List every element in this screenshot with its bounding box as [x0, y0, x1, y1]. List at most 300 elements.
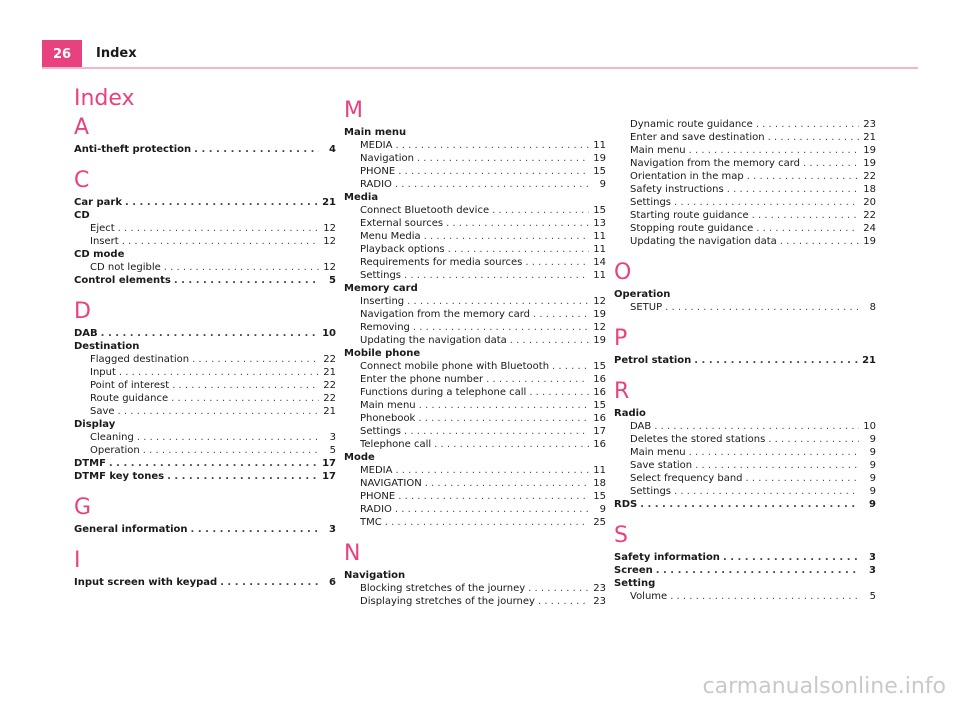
entry-label: Save — [90, 406, 115, 417]
dot-leader — [552, 360, 589, 373]
entry-label: Phonebook — [360, 413, 416, 424]
index-subentry[interactable] — [344, 490, 606, 503]
index-subentry[interactable] — [614, 235, 876, 248]
index-subentry[interactable] — [614, 433, 876, 446]
entry-page-number: 13 — [593, 218, 606, 229]
entry-label: Settings — [630, 197, 672, 208]
entry-page-number: 16 — [593, 413, 606, 424]
entry-label: CD mode — [74, 249, 125, 260]
entry-page-number: 23 — [863, 119, 876, 130]
index-entry[interactable] — [74, 327, 336, 340]
index-entry[interactable] — [344, 347, 606, 360]
index-subentry[interactable] — [344, 308, 606, 321]
dot-leader — [538, 595, 589, 608]
index-entry[interactable] — [74, 457, 336, 470]
entry-page-number: 22 — [323, 393, 336, 404]
page-title: Index — [74, 86, 135, 111]
entry-page-number: 16 — [593, 387, 606, 398]
index-entry[interactable] — [614, 577, 876, 590]
entry-label: Memory card — [344, 283, 418, 294]
entry-label: DTMF — [74, 458, 106, 469]
index-subentry[interactable] — [74, 379, 336, 392]
entry-page-number: 24 — [863, 223, 876, 234]
dot-leader — [413, 321, 589, 334]
dot-leader — [395, 464, 589, 477]
dot-leader — [768, 131, 859, 144]
entry-label: CD — [74, 210, 90, 221]
entry-label: Functions during a telephone call — [360, 387, 527, 398]
dot-leader — [404, 269, 589, 282]
header-divider — [42, 67, 918, 69]
dot-leader — [780, 235, 859, 248]
entry-label: DAB — [74, 328, 98, 339]
entry-page-number: 17 — [322, 458, 336, 469]
entry-label: Display — [74, 419, 116, 430]
index-subentry[interactable] — [614, 590, 876, 603]
entry-page-number: 20 — [863, 197, 876, 208]
index-subentry[interactable] — [344, 412, 606, 425]
index-subentry[interactable] — [74, 235, 336, 248]
dot-leader — [407, 295, 589, 308]
index-subentry[interactable] — [614, 183, 876, 196]
index-column-1 — [74, 113, 336, 589]
entry-label: Cleaning — [90, 432, 134, 443]
index-subentry[interactable] — [344, 503, 606, 516]
index-subentry[interactable] — [344, 334, 606, 347]
entry-label: Connect mobile phone with Bluetooth — [360, 361, 550, 372]
dot-leader — [756, 118, 859, 131]
entry-label: NAVIGATION — [360, 478, 422, 489]
entry-page-number: 10 — [863, 421, 876, 432]
entry-label: Main menu — [630, 145, 686, 156]
entry-page-number: 5 — [329, 275, 336, 286]
dot-leader — [448, 243, 589, 256]
entry-page-number: 19 — [593, 153, 606, 164]
index-entry[interactable] — [614, 407, 876, 420]
index-subentry[interactable] — [74, 353, 336, 366]
entry-page-number: 12 — [323, 262, 336, 273]
entry-page-number: 9 — [869, 473, 876, 484]
dot-leader — [492, 204, 589, 217]
index-subentry[interactable] — [344, 204, 606, 217]
entry-label: Orientation in the map — [630, 171, 744, 182]
entry-label: Route guidance — [90, 393, 169, 404]
entry-label: Operation — [90, 445, 140, 456]
index-subentry[interactable] — [344, 165, 606, 178]
entry-page-number: 14 — [593, 257, 606, 268]
dot-leader — [434, 438, 589, 451]
entry-page-number: 19 — [863, 145, 876, 156]
entry-label: Blocking stretches of the journey — [360, 583, 526, 594]
dot-leader — [756, 222, 859, 235]
entry-page-number: 19 — [863, 158, 876, 169]
entry-label: Menu Media — [360, 231, 421, 242]
dot-leader — [398, 490, 589, 503]
index-subentry[interactable] — [344, 399, 606, 412]
dot-leader — [640, 498, 859, 511]
dot-leader — [143, 444, 319, 457]
entry-page-number: 18 — [593, 478, 606, 489]
entry-page-number: 25 — [593, 517, 606, 528]
index-entry[interactable] — [344, 451, 606, 464]
index-entry[interactable] — [344, 569, 606, 582]
entry-label: DTMF key tones — [74, 471, 165, 482]
dot-leader — [528, 582, 589, 595]
index-entry[interactable] — [74, 196, 336, 209]
index-subentry[interactable] — [344, 321, 606, 334]
entry-page-number: 15 — [593, 205, 606, 216]
entry-label: Input — [90, 367, 116, 378]
index-subentry[interactable] — [344, 516, 606, 529]
index-subentry[interactable] — [614, 459, 876, 472]
entry-label: Removing — [360, 322, 410, 333]
index-entry[interactable] — [344, 191, 606, 204]
dot-leader — [654, 420, 859, 433]
entry-label: Mobile phone — [344, 348, 421, 359]
section-letter: D — [74, 299, 91, 324]
dot-leader — [674, 485, 859, 498]
entry-label: CD not legible — [90, 262, 161, 273]
entry-page-number: 15 — [593, 166, 606, 177]
index-subentry[interactable] — [344, 230, 606, 243]
page-number-badge: 26 — [42, 40, 82, 68]
entry-page-number: 9 — [599, 179, 606, 190]
index-subentry[interactable] — [344, 582, 606, 595]
dot-leader — [670, 590, 859, 603]
index-subentry[interactable] — [614, 157, 876, 170]
index-subentry[interactable] — [344, 243, 606, 256]
index-subentry[interactable] — [344, 217, 606, 230]
dot-leader — [446, 217, 589, 230]
index-entry[interactable] — [344, 282, 606, 295]
entry-label: RADIO — [360, 179, 392, 190]
entry-label: Flagged destination — [90, 354, 190, 365]
entry-page-number: 11 — [593, 140, 606, 151]
entry-label: RDS — [614, 499, 638, 510]
entry-page-number: 12 — [593, 322, 606, 333]
entry-page-number: 15 — [593, 361, 606, 372]
entry-label: Starting route guidance — [630, 210, 749, 221]
index-subentry[interactable] — [344, 152, 606, 165]
entry-page-number: 23 — [593, 596, 606, 607]
dot-leader — [125, 196, 319, 209]
section-letter: N — [344, 541, 361, 566]
section-letter: A — [74, 115, 90, 140]
entry-page-number: 16 — [593, 439, 606, 450]
dot-leader — [164, 261, 319, 274]
index-subentry[interactable] — [344, 425, 606, 438]
index-subentry[interactable] — [74, 366, 336, 379]
entry-page-number: 5 — [329, 445, 336, 456]
entry-label: Dynamic route guidance — [630, 119, 753, 130]
entry-label: Playback options — [360, 244, 445, 255]
dot-leader — [533, 308, 589, 321]
entry-page-number: 17 — [593, 426, 606, 437]
dot-leader — [101, 327, 319, 340]
entry-label: Anti-theft protection — [74, 144, 192, 155]
index-entry[interactable] — [74, 248, 336, 261]
index-subentry[interactable] — [344, 595, 606, 608]
index-subentry[interactable] — [344, 295, 606, 308]
entry-label: Control elements — [74, 275, 171, 286]
index-subentry[interactable] — [74, 261, 336, 274]
dot-leader — [418, 412, 589, 425]
dot-leader — [191, 523, 319, 536]
index-subentry[interactable] — [614, 485, 876, 498]
dot-leader — [194, 143, 319, 156]
index-subentry[interactable] — [74, 222, 336, 235]
entry-page-number: 18 — [863, 184, 876, 195]
entry-label: Destination — [74, 341, 140, 352]
entry-label: Enter the phone number — [360, 374, 484, 385]
index-entry[interactable] — [614, 551, 876, 564]
entry-label: Inserting — [360, 296, 405, 307]
index-entry[interactable] — [614, 564, 876, 577]
entry-page-number: 22 — [863, 171, 876, 182]
dot-leader — [665, 301, 859, 314]
index-subentry[interactable] — [344, 373, 606, 386]
entry-label: Safety instructions — [630, 184, 724, 195]
dot-leader — [395, 139, 589, 152]
dot-leader — [119, 366, 319, 379]
entry-page-number: 11 — [593, 270, 606, 281]
index-entry[interactable] — [74, 209, 336, 222]
entry-label: Updating the navigation data — [630, 236, 777, 247]
dot-leader — [109, 457, 319, 470]
entry-page-number: 22 — [323, 380, 336, 391]
dot-leader — [694, 354, 859, 367]
entry-page-number: 10 — [322, 328, 336, 339]
dot-leader — [425, 477, 589, 490]
index-subentry[interactable] — [344, 360, 606, 373]
entry-label: Volume — [630, 591, 668, 602]
dot-leader — [510, 334, 589, 347]
entry-page-number: 9 — [869, 447, 876, 458]
index-subentry[interactable] — [344, 438, 606, 451]
entry-page-number: 15 — [593, 400, 606, 411]
index-subentry[interactable] — [344, 256, 606, 269]
dot-leader — [525, 256, 589, 269]
dot-leader — [424, 230, 589, 243]
index-entry[interactable] — [614, 354, 876, 367]
entry-page-number: 9 — [599, 504, 606, 515]
index-subentry[interactable] — [344, 139, 606, 152]
dot-leader — [656, 564, 859, 577]
entry-page-number: 16 — [593, 374, 606, 385]
index-subentry[interactable] — [344, 477, 606, 490]
index-subentry[interactable] — [344, 464, 606, 477]
dot-leader — [385, 516, 589, 529]
entry-label: Screen — [614, 565, 653, 576]
dot-leader — [220, 576, 319, 589]
entry-page-number: 11 — [593, 231, 606, 242]
index-subentry[interactable] — [614, 144, 876, 157]
entry-label: Navigation from the memory card — [360, 309, 531, 320]
dot-leader — [689, 144, 859, 157]
index-entry[interactable] — [74, 523, 336, 536]
dot-leader — [419, 399, 589, 412]
entry-page-number: 9 — [869, 460, 876, 471]
entry-label: Setting — [614, 578, 656, 589]
index-subentry[interactable] — [614, 446, 876, 459]
index-subentry[interactable] — [344, 269, 606, 282]
entry-page-number: 3 — [329, 524, 336, 535]
entry-label: Car park — [74, 197, 122, 208]
dot-leader — [752, 209, 859, 222]
index-subentry[interactable] — [74, 444, 336, 457]
section-letter: G — [74, 495, 92, 520]
index-entry[interactable] — [614, 498, 876, 511]
entry-label: MEDIA — [360, 140, 393, 151]
entry-label: Stopping route guidance — [630, 223, 754, 234]
entry-label: PHONE — [360, 491, 396, 502]
entry-page-number: 6 — [329, 577, 336, 588]
entry-page-number: 21 — [322, 197, 336, 208]
dot-leader — [171, 392, 319, 405]
entry-page-number: 3 — [869, 565, 876, 576]
entry-page-number: 12 — [323, 223, 336, 234]
entry-label: Save station — [630, 460, 693, 471]
index-entry[interactable] — [74, 470, 336, 483]
entry-page-number: 5 — [869, 591, 876, 602]
entry-label: Operation — [614, 289, 671, 300]
section-letter: R — [614, 379, 630, 404]
section-letter: P — [614, 326, 628, 351]
index-column-2 — [344, 96, 606, 608]
entry-page-number: 19 — [593, 335, 606, 346]
index-subentry[interactable] — [614, 170, 876, 183]
entry-page-number: 4 — [329, 144, 336, 155]
entry-page-number: 9 — [869, 434, 876, 445]
index-subentry[interactable] — [614, 472, 876, 485]
dot-leader — [723, 551, 859, 564]
header-title: Index — [96, 46, 137, 61]
entry-label: Connect Bluetooth device — [360, 205, 490, 216]
index-subentry[interactable] — [614, 196, 876, 209]
entry-label: Media — [344, 192, 379, 203]
index-subentry[interactable] — [614, 131, 876, 144]
dot-leader — [674, 196, 859, 209]
dot-leader — [395, 503, 589, 516]
entry-page-number: 12 — [323, 236, 336, 247]
entry-page-number: 8 — [869, 302, 876, 313]
index-entry[interactable] — [344, 126, 606, 139]
index-entry[interactable] — [74, 143, 336, 156]
entry-label: Select frequency band — [630, 473, 743, 484]
entry-page-number: 21 — [323, 367, 336, 378]
dot-leader — [122, 235, 319, 248]
entry-label: Main menu — [630, 447, 686, 458]
dot-leader — [689, 446, 859, 459]
index-subentry[interactable] — [614, 420, 876, 433]
entry-label: Petrol station — [614, 355, 692, 366]
dot-leader — [727, 183, 859, 196]
entry-page-number: 12 — [593, 296, 606, 307]
index-subentry[interactable] — [344, 386, 606, 399]
entry-label: Navigation — [344, 570, 406, 581]
entry-page-number: 3 — [329, 432, 336, 443]
entry-page-number: 19 — [863, 236, 876, 247]
entry-label: Radio — [614, 408, 646, 419]
entry-label: Telephone call — [360, 439, 432, 450]
entry-label: Requirements for media sources — [360, 257, 523, 268]
entry-page-number: 21 — [862, 355, 876, 366]
index-entry[interactable] — [74, 340, 336, 353]
section-letter: I — [74, 548, 81, 573]
dot-leader — [768, 433, 859, 446]
index-subentry[interactable] — [344, 178, 606, 191]
entry-label: Settings — [630, 486, 672, 497]
dot-leader — [695, 459, 859, 472]
dot-leader — [803, 157, 859, 170]
entry-label: PHONE — [360, 166, 396, 177]
index-entry[interactable] — [614, 288, 876, 301]
dot-leader — [137, 431, 319, 444]
entry-page-number: 23 — [593, 583, 606, 594]
entry-label: Mode — [344, 452, 375, 463]
entry-label: Insert — [90, 236, 119, 247]
dot-leader — [118, 222, 319, 235]
index-column-3 — [614, 118, 876, 603]
entry-page-number: 19 — [593, 309, 606, 320]
dot-leader — [486, 373, 589, 386]
entry-label: Safety information — [614, 552, 720, 563]
index-subentry[interactable] — [614, 118, 876, 131]
dot-leader — [192, 353, 319, 366]
dot-leader — [746, 472, 859, 485]
dot-leader — [529, 386, 589, 399]
entry-page-number: 15 — [593, 491, 606, 502]
entry-label: DAB — [630, 421, 652, 432]
entry-label: Updating the navigation data — [360, 335, 507, 346]
entry-label: TMC — [360, 517, 382, 528]
index-entry[interactable] — [74, 418, 336, 431]
dot-leader — [398, 165, 589, 178]
dot-leader — [747, 170, 859, 183]
entry-page-number: 21 — [323, 406, 336, 417]
entry-label: RADIO — [360, 504, 392, 515]
index-subentry[interactable] — [74, 392, 336, 405]
entry-page-number: 11 — [593, 465, 606, 476]
entry-label: Main menu — [360, 400, 416, 411]
section-letter: C — [74, 168, 90, 193]
entry-label: General information — [74, 524, 188, 535]
entry-label: Navigation from the memory card — [630, 158, 801, 169]
index-subentry[interactable] — [614, 222, 876, 235]
dot-leader — [172, 379, 319, 392]
entry-page-number: 21 — [863, 132, 876, 143]
entry-label: Point of interest — [90, 380, 170, 391]
entry-label: External sources — [360, 218, 444, 229]
entry-page-number: 3 — [869, 552, 876, 563]
entry-label: Deletes the stored stations — [630, 434, 766, 445]
dot-leader — [395, 178, 589, 191]
entry-label: MEDIA — [360, 465, 393, 476]
watermark-text: carmanualsonline.info — [702, 674, 946, 699]
dot-leader — [174, 274, 319, 287]
index-entry[interactable] — [74, 274, 336, 287]
index-subentry[interactable] — [614, 209, 876, 222]
index-entry[interactable] — [74, 576, 336, 589]
entry-page-number: 17 — [322, 471, 336, 482]
index-subentry[interactable] — [74, 405, 336, 418]
index-subentry[interactable] — [74, 431, 336, 444]
dot-leader — [417, 152, 589, 165]
entry-label: Input screen with keypad — [74, 577, 218, 588]
index-subentry[interactable] — [614, 301, 876, 314]
section-letter: M — [344, 98, 363, 123]
section-letter: S — [614, 523, 628, 548]
